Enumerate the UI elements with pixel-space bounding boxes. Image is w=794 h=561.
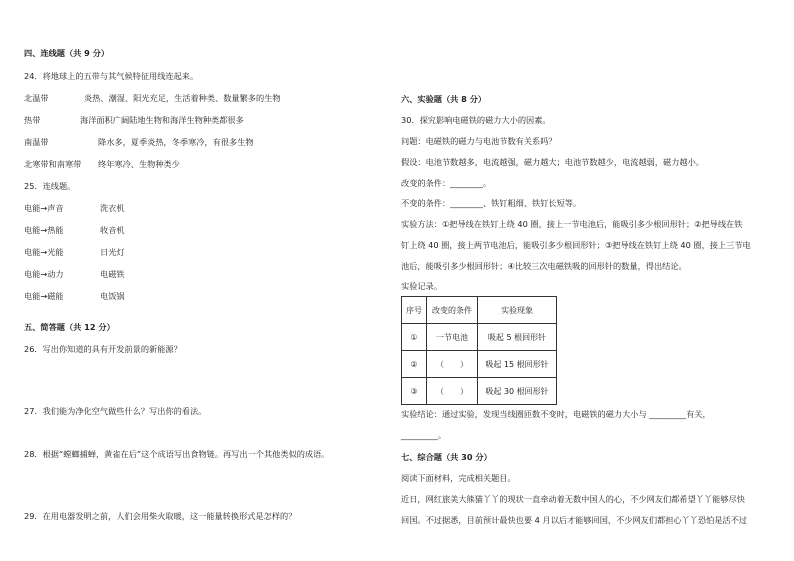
method-line: 实验方法：①把导线在铁钉上绕 40 圈，接上一节电池后，能吸引多少根回形针；②把导线在铁 xyxy=(401,219,743,229)
conclusion-blank: _________。 xyxy=(401,430,447,440)
question-29: 29．在用电器发明之前，人们会用柴火取暖，这一能量转换形式是怎样的？ xyxy=(24,511,297,521)
table-cell: 吸起 30 根回形针 xyxy=(478,378,557,405)
zone-desc: 炎热、潮湿、阳光充足，生活着种类、数量繁多的生物 xyxy=(84,93,281,103)
section5-title: 五、简答题（共 12 分） xyxy=(24,322,115,332)
energy-right: 日光灯 xyxy=(100,247,125,257)
zone-desc: 终年寒冷、生物种类少 xyxy=(98,159,180,169)
reading-intro: 阅读下面材料，完成相关题目。 xyxy=(401,473,516,483)
question-28: 28．根据“螳螂捕蝉，黄雀在后”这个成语写出食物链。再写出一个其他类似的成语。 xyxy=(24,449,330,459)
section6-title: 六、实验题（共 8 分） xyxy=(401,94,487,104)
section7-title: 七、综合题（共 30 分） xyxy=(401,452,492,462)
zone-desc: 降水多，夏季炎热，冬季寒冷，有很多生物 xyxy=(98,137,254,147)
table-cell: 吸起 5 根回形针 xyxy=(478,324,557,351)
energy-left: 电能→热能 xyxy=(24,225,64,235)
question-26: 26．写出你知道的具有开发前景的新能源？ xyxy=(24,344,182,354)
changed-condition: 改变的条件：________。 xyxy=(401,178,492,188)
zone-desc: 海洋面积广阔陆地生物和海洋生物种类都很多 xyxy=(80,115,244,125)
table-row xyxy=(402,378,557,405)
question-25: 25．连线题。 xyxy=(24,181,76,191)
table-cell: 一节电池 xyxy=(427,324,478,351)
zone-name: 热带 xyxy=(24,115,41,125)
table-header-row xyxy=(402,297,557,324)
passage-line: 近日，网红旅美大熊猫丫丫的现状一直牵动着无数中国人的心，不少网友们都希望丫丫能够尽快 xyxy=(401,494,745,504)
energy-left: 电能→动力 xyxy=(24,269,64,279)
table-header: 实验现象 xyxy=(478,297,557,324)
table-cell: ① xyxy=(402,324,427,351)
table-header: 序号 xyxy=(402,297,427,324)
question-30: 30．探究影响电磁铁的磁力大小的因素。 xyxy=(401,115,551,125)
method-line: 池后，能吸引多少根回形针；④比较三次电磁铁吸的回形针的数量，得出结论。 xyxy=(401,261,687,271)
energy-right: 收音机 xyxy=(100,225,125,235)
conclusion-line: 实验结论：通过实验，发现当线圈匝数不变时，电磁铁的磁力大小与 _________有关， xyxy=(401,409,711,419)
table-cell: 吸起 15 根回形针 xyxy=(478,351,557,378)
energy-left: 电能→声音 xyxy=(24,203,64,213)
table-cell: （ ） xyxy=(427,351,478,378)
unchanged-condition: 不变的条件：________、铁钉粗细、铁钉长短等。 xyxy=(401,198,582,208)
question-24: 24．将地球上的五带与其气候特征用线连起来。 xyxy=(24,71,199,81)
method-line: 钉上绕 40 圈，接上两节电池后，能吸引多少根回形针；③把导线在铁钉上绕 40 圈，接上三节电 xyxy=(401,240,751,250)
energy-left: 电能→光能 xyxy=(24,247,64,257)
question-27: 27．我们能为净化空气做些什么？写出你的看法。 xyxy=(24,406,207,416)
table-header: 改变的条件 xyxy=(427,297,478,324)
energy-left: 电能→磁能 xyxy=(24,291,64,301)
zone-name: 北寒带和南寒带 xyxy=(24,159,82,169)
zone-name: 北温带 xyxy=(24,93,49,103)
energy-right: 电饭锅 xyxy=(100,291,125,301)
experiment-hypothesis: 假设：电池节数越多，电流越强，磁力越大；电池节数越少，电流越弱，磁力越小。 xyxy=(401,157,704,167)
table-row xyxy=(402,324,557,351)
experiment-question: 问题：电磁铁的磁力与电池节数有关系吗？ xyxy=(401,136,557,146)
experiment-table xyxy=(401,296,557,405)
energy-right: 洗衣机 xyxy=(100,203,125,213)
table-cell: ② xyxy=(402,351,427,378)
table-cell: （ ） xyxy=(427,378,478,405)
section4-title: 四、连线题（共 9 分） xyxy=(24,48,110,58)
passage-line: 回国。不过据悉，目前预计最快也要 4 月以后才能够回国，不少网友们都担心丫丫恐怕是活不过 xyxy=(401,515,748,525)
energy-right: 电磁铁 xyxy=(100,269,125,279)
table-cell: ③ xyxy=(402,378,427,405)
zone-name: 南温带 xyxy=(24,137,49,147)
table-row xyxy=(402,351,557,378)
record-label: 实验记录。 xyxy=(401,281,442,291)
